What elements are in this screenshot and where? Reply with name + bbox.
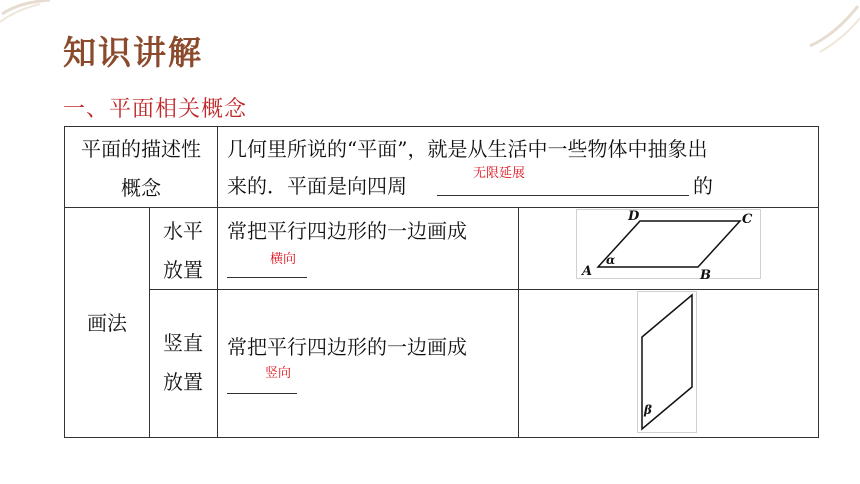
label-line: 放置 [163,258,203,282]
column-divider [217,127,218,437]
angle-label-beta: β [644,403,652,417]
column-divider [518,207,519,437]
label-line: 概念 [121,176,161,200]
row-divider [65,207,818,208]
row-label-description [65,133,217,201]
section-heading: 一、平面相关概念 [63,97,248,122]
description-line: 几何里所说的“平面”，就是从生活中一些物体中抽象出 [227,137,708,161]
label-line: 放置 [163,370,203,394]
label-line: 平面的描述性 [81,137,201,161]
answer-blank [437,195,689,196]
label-line: 水平 [163,219,203,243]
horizontal-description: 常把平行四边形的一边画成 [227,219,467,243]
parallelogram-shape [598,221,740,267]
row-divider [149,289,818,290]
label-line: 竖直 [163,331,203,355]
vertex-label-d: D [628,209,640,224]
vertical-description: 常把平行四边形的一边画成 [227,335,467,359]
answer-blank [227,393,297,394]
answer-blank [227,277,307,278]
answer-text: 横向 [270,251,297,266]
angle-label-alpha: α [606,253,616,267]
sub-label-horizontal [149,215,217,283]
vertical-parallelogram-figure [637,291,697,433]
brush-stroke-decoration [800,0,860,60]
concept-table [64,126,819,438]
description-text [227,133,817,162]
description-line-2-prefix: 来的．平面是向四周 [227,174,407,198]
page-title: 知识讲解 [63,33,203,72]
sub-label-vertical [149,327,217,395]
vertex-label-a: A [582,264,593,279]
horizontal-parallelogram-figure [576,209,761,279]
brush-stroke-decoration [0,0,70,40]
group-label-drawing: 画法 [87,311,127,335]
answer-text: 竖向 [265,365,292,380]
answer-text: 无限延展 [473,165,526,180]
vertex-label-b: B [700,268,711,279]
description-line-2-suffix: 的 [693,174,713,198]
vertex-label-c: C [742,212,753,227]
